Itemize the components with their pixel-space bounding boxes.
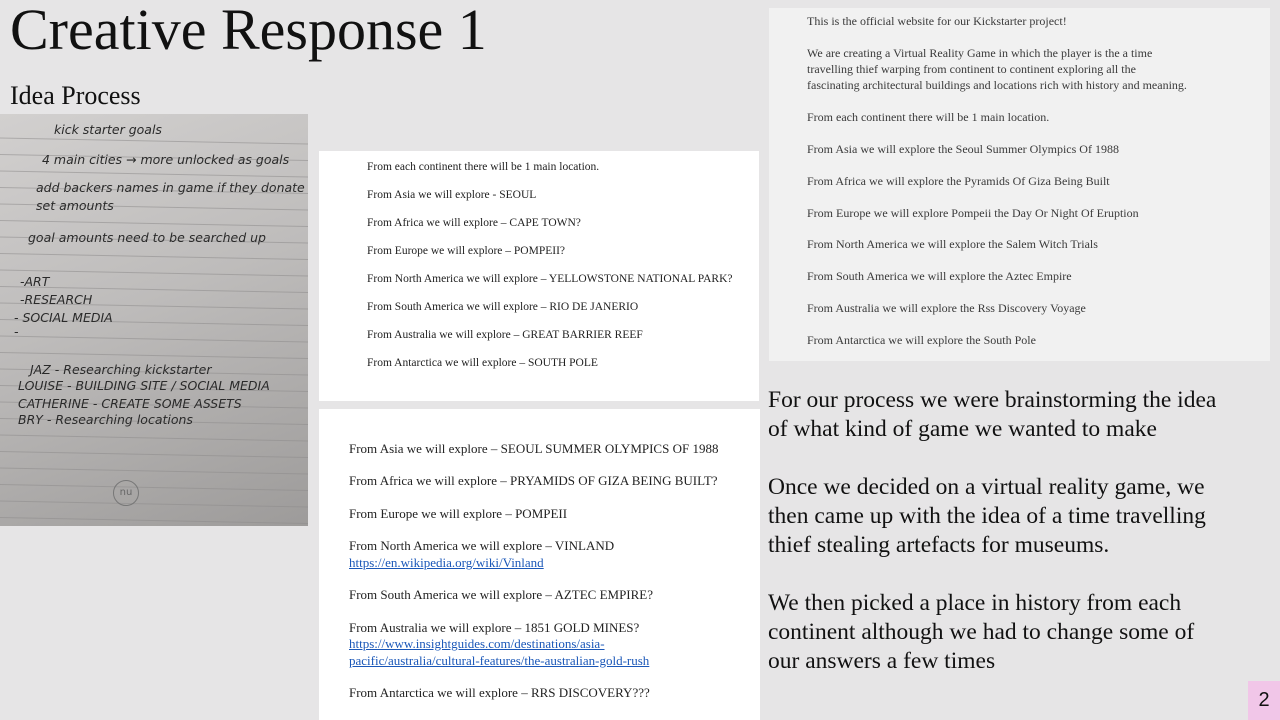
process-description — [768, 386, 1248, 705]
ruled-line — [0, 435, 308, 441]
ruled-line — [0, 221, 308, 227]
draft-line: From South America we will explore – RIO DE JANERIO — [367, 301, 639, 313]
note-line: add backers names in game if they donate — [36, 180, 305, 195]
note-line: -ART — [20, 274, 50, 289]
website-text-panel — [769, 8, 1270, 361]
process-text-line: our answers a few times — [768, 648, 996, 674]
ruled-line — [0, 501, 308, 507]
note-line: - — [14, 324, 19, 339]
note-line: CATHERINE - CREATE SOME ASSETS — [18, 396, 242, 411]
revised-line-asia: From Asia we will explore – SEOUL SUMMER OLYMPICS OF 1988 — [349, 441, 719, 456]
website-location-line: From Australia we will explore the Rss Discovery Voyage — [807, 301, 1086, 315]
website-location-line: From Asia we will explore the Seoul Summer Olympics Of 1988 — [807, 142, 1119, 156]
ruled-line — [0, 485, 308, 491]
slide-title: Creative Response 1 — [10, 0, 487, 62]
process-text-line: then came up with the idea of a time travelling — [768, 503, 1206, 529]
ruled-line — [0, 452, 308, 458]
page-number: 2 — [1248, 681, 1280, 720]
note-line: - SOCIAL MEDIA — [14, 310, 113, 325]
process-paragraph — [768, 473, 1248, 560]
website-location-line: From Africa we will explore the Pyramids Of Giza Being Built — [807, 174, 1110, 188]
ruled-line — [0, 468, 308, 474]
handwritten-notes-photo — [0, 114, 308, 526]
note-line: goal amounts need to be searched up — [28, 230, 266, 245]
draft-line: From each continent there will be 1 main location. — [367, 161, 600, 173]
website-location-line: From North America we will explore the Salem Witch Trials — [807, 237, 1098, 251]
revised-line-africa: From Africa we will explore – PRYAMIDS OF GIZA BEING BUILT? — [349, 473, 718, 488]
note-line: 4 main cities → more unlocked as goals — [42, 152, 290, 167]
gold-rush-link-continued[interactable]: pacific/australia/cultural-features/the-australian-gold-rush — [349, 653, 650, 668]
ruled-line — [0, 254, 308, 260]
website-description: We are creating a Virtual Reality Game in which the player is the a time — [807, 46, 1153, 60]
gold-rush-link[interactable]: https://www.insightguides.com/destinations/asia- — [349, 636, 605, 651]
note-line: set amounts — [36, 198, 114, 213]
note-line: BRY - Researching locations — [18, 412, 193, 427]
slide-subtitle: Idea Process — [10, 81, 141, 110]
revised-line-south-america: From South America we will explore – AZTEC EMPIRE? — [349, 587, 654, 602]
note-line: kick starter goals — [54, 122, 162, 137]
website-description: travelling thief warping from continent to continent exploring all the — [807, 62, 1136, 76]
process-paragraph — [768, 386, 1248, 444]
draft-line: From Asia we will explore - SEOUL — [367, 189, 537, 201]
revised-line-europe: From Europe we will explore – POMPEII — [349, 506, 568, 521]
website-location-line: From each continent there will be 1 main location. — [807, 110, 1050, 124]
website-intro: This is the official website for our Kickstarter project! — [807, 14, 1067, 28]
ruled-line — [0, 138, 308, 144]
website-location-line: From South America we will explore the Aztec Empire — [807, 269, 1072, 283]
note-line: -RESEARCH — [20, 292, 93, 307]
ruled-line — [0, 353, 308, 359]
draft-locations-document — [319, 151, 759, 401]
ruled-line — [0, 336, 308, 342]
draft-line: From Australia we will explore – GREAT BARRIER REEF — [367, 329, 643, 341]
vinland-link[interactable]: https://en.wikipedia.org/wiki/Vinland — [349, 555, 544, 570]
draft-line: From North America we will explore – YELLOWSTONE NATIONAL PARK? — [367, 273, 733, 285]
revised-line-australia: From Australia we will explore – 1851 GOLD MINES? — [349, 620, 640, 635]
draft-line: From Antarctica we will explore – SOUTH POLE — [367, 357, 598, 369]
process-paragraph — [768, 589, 1248, 676]
process-text-line: Once we decided on a virtual reality game, we — [768, 474, 1205, 500]
notebook-logo-icon: nu — [113, 480, 139, 506]
revised-locations-document — [319, 409, 760, 720]
website-location-line: From Europe we will explore Pompeii the Day Or Night Of Eruption — [807, 206, 1139, 220]
website-location-line: From Antarctica we will explore the South Pole — [807, 333, 1036, 347]
process-text-line: thief stealing artefacts for museums. — [768, 532, 1110, 558]
revised-line-north-america: From North America we will explore – VINLAND — [349, 538, 615, 553]
note-line: LOUISE - BUILDING SITE / SOCIAL MEDIA — [18, 378, 270, 393]
draft-line: From Africa we will explore – CAPE TOWN? — [367, 217, 581, 229]
process-text-line: continent although we had to change some of — [768, 619, 1195, 645]
revised-line-antarctica: From Antarctica we will explore – RRS DISCOVERY??? — [349, 685, 650, 700]
ruled-line — [0, 171, 308, 177]
website-description: fascinating architectural buildings and locations rich with history and meaning. — [807, 78, 1187, 92]
note-line: JAZ - Researching kickstarter — [30, 362, 212, 377]
process-text-line: of what kind of game we wanted to make — [768, 416, 1157, 442]
draft-line: From Europe we will explore – POMPEII? — [367, 245, 566, 257]
ruled-line — [0, 518, 308, 524]
process-text-line: We then picked a place in history from each — [768, 590, 1182, 616]
process-text-line: For our process we were brainstorming the idea — [768, 387, 1217, 413]
